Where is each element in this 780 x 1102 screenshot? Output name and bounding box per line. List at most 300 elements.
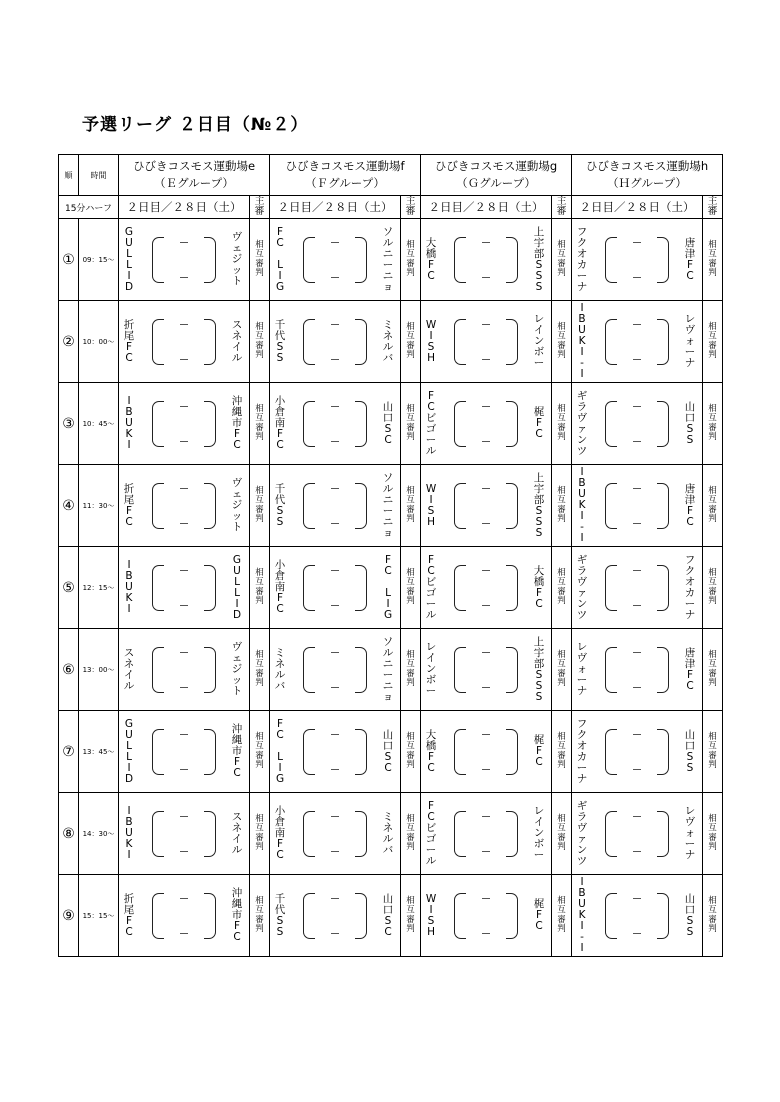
match-number: ②	[59, 301, 79, 383]
home-team: フ ク オ カ ー ナ	[576, 225, 588, 293]
referee-cell: 相 互 審 判	[552, 301, 572, 383]
date-h: ２日目／２８日（土）	[572, 196, 703, 219]
score-dash-top	[633, 898, 641, 899]
score-bracket-right	[355, 237, 367, 283]
score-dash-top	[331, 324, 339, 325]
score-dash-top	[482, 406, 490, 407]
score-dash-bottom	[482, 851, 490, 852]
score-bracket-right	[204, 319, 216, 365]
score-bracket-left	[454, 483, 466, 529]
home-team: I B U K I - I	[578, 466, 586, 544]
score-dash-top	[633, 406, 641, 407]
away-team: 沖 縄 市 F C	[231, 723, 243, 779]
score-bracket-right	[204, 483, 216, 529]
match-number: ⑧	[59, 793, 79, 875]
match-cell	[572, 875, 703, 957]
match-cell	[572, 301, 703, 383]
match-cell	[270, 547, 401, 629]
away-team: ミ ネ ル バ	[382, 810, 394, 856]
match-cell	[270, 875, 401, 957]
score-dash-top	[331, 734, 339, 735]
home-team: レ イ ン ボ ー	[425, 641, 437, 697]
score-bracket-left	[152, 565, 164, 611]
away-team: 山 口 S S	[684, 892, 696, 938]
score-dash-bottom	[180, 523, 188, 524]
score-bracket-left	[605, 565, 617, 611]
match-cell	[572, 219, 703, 301]
away-team: ス ネ イ ル	[231, 318, 243, 364]
home-team: ギ ラ ヴ ァ ン ツ	[576, 553, 588, 621]
referee-cell: 相 互 審 判	[250, 219, 270, 301]
referee-cell: 相 互 審 判	[401, 793, 421, 875]
match-cell	[119, 711, 250, 793]
away-team: 唐 津 F C	[684, 482, 696, 528]
away-team: 上 宇 部 S S S	[533, 225, 545, 293]
match-cell	[572, 383, 703, 465]
date-g: ２日目／２８日（土）	[421, 196, 552, 219]
score-dash-top	[180, 898, 188, 899]
score-dash-top	[180, 324, 188, 325]
score-dash-top	[482, 898, 490, 899]
match-cell	[421, 875, 552, 957]
referee-cell: 相 互 審 判	[552, 793, 572, 875]
score-bracket-left	[152, 729, 164, 775]
score-dash-bottom	[482, 769, 490, 770]
match-cell	[421, 301, 552, 383]
score-bracket-left	[152, 319, 164, 365]
away-team: レ ヴ ォ ー ナ	[684, 313, 696, 369]
referee-cell: 相 互 審 判	[703, 301, 723, 383]
score-dash-bottom	[180, 277, 188, 278]
score-bracket-left	[303, 565, 315, 611]
match-number: ⑨	[59, 875, 79, 957]
home-team: 千 代 S S	[274, 318, 286, 364]
home-team: F C L I G	[275, 717, 285, 785]
score-bracket-right	[355, 483, 367, 529]
score-bracket-right	[204, 811, 216, 857]
score-bracket-left	[605, 729, 617, 775]
score-bracket-left	[454, 647, 466, 693]
score-dash-bottom	[482, 687, 490, 688]
score-dash-top	[633, 242, 641, 243]
referee-cell: 相 互 審 判	[552, 875, 572, 957]
score-bracket-left	[605, 811, 617, 857]
score-bracket-left	[152, 483, 164, 529]
match-row	[59, 547, 723, 629]
score-dash-bottom	[633, 769, 641, 770]
score-dash-top	[482, 652, 490, 653]
score-dash-bottom	[482, 359, 490, 360]
referee-cell: 相 互 審 判	[703, 383, 723, 465]
score-bracket-left	[454, 237, 466, 283]
score-bracket-left	[303, 729, 315, 775]
score-dash-bottom	[633, 933, 641, 934]
home-team: F C L I G	[275, 225, 285, 293]
home-team: I B U K I	[125, 395, 133, 451]
score-bracket-left	[605, 401, 617, 447]
referee-cell: 相 互 審 判	[401, 875, 421, 957]
score-dash-bottom	[633, 277, 641, 278]
score-bracket-right	[506, 237, 518, 283]
home-team: フ ク オ カ ー ナ	[576, 717, 588, 785]
away-team: 沖 縄 市 F C	[231, 887, 243, 943]
referee-cell: 相 互 審 判	[703, 465, 723, 547]
match-number: ⑥	[59, 629, 79, 711]
score-dash-top	[180, 570, 188, 571]
score-bracket-right	[657, 729, 669, 775]
match-cell	[270, 793, 401, 875]
score-dash-top	[482, 570, 490, 571]
score-bracket-right	[355, 647, 367, 693]
home-team: G U L L I D	[124, 717, 134, 785]
score-dash-bottom	[331, 687, 339, 688]
referee-cell: 相 互 審 判	[401, 465, 421, 547]
match-time: 11：30～	[79, 465, 119, 547]
date-f: ２日目／２８日（土）	[270, 196, 401, 219]
score-bracket-right	[506, 401, 518, 447]
away-team: レ ヴ ォ ー ナ	[684, 805, 696, 861]
referee-cell: 相 互 審 判	[552, 219, 572, 301]
away-team: レ イ ン ボ ー	[533, 313, 545, 369]
score-bracket-left	[454, 811, 466, 857]
match-number: ③	[59, 383, 79, 465]
match-cell	[270, 711, 401, 793]
away-team: F C L I G	[383, 553, 393, 621]
score-dash-top	[482, 324, 490, 325]
score-bracket-right	[204, 647, 216, 693]
score-dash-bottom	[633, 851, 641, 852]
score-bracket-left	[605, 237, 617, 283]
away-team: ミ ネ ル バ	[382, 318, 394, 364]
home-team: 千 代 S S	[274, 482, 286, 528]
home-team: ス ネ イ ル	[123, 646, 135, 692]
away-team: ス ネ イ ル	[231, 810, 243, 856]
referee-cell: 相 互 審 判	[250, 711, 270, 793]
rank-header: 順	[59, 155, 79, 196]
score-bracket-left	[303, 237, 315, 283]
referee-cell: 相 互 審 判	[552, 383, 572, 465]
away-team: 梶 F C	[533, 406, 545, 440]
match-time: 14：30～	[79, 793, 119, 875]
home-team: 折 尾 F C	[123, 482, 135, 528]
score-bracket-right	[657, 237, 669, 283]
referee-cell: 相 互 審 判	[552, 547, 572, 629]
score-bracket-left	[303, 811, 315, 857]
match-cell	[421, 465, 552, 547]
away-team: ヴ ェ ジ ッ ト	[231, 641, 243, 697]
match-time: 10：45～	[79, 383, 119, 465]
score-bracket-left	[605, 483, 617, 529]
score-dash-top	[180, 242, 188, 243]
score-dash-top	[331, 242, 339, 243]
home-team: W I S H	[425, 318, 437, 364]
referee-cell: 相 互 審 判	[703, 629, 723, 711]
score-dash-bottom	[180, 933, 188, 934]
score-bracket-right	[506, 893, 518, 939]
score-bracket-left	[303, 893, 315, 939]
referee-cell: 相 互 審 判	[703, 793, 723, 875]
score-dash-top	[331, 898, 339, 899]
match-cell	[270, 383, 401, 465]
score-dash-bottom	[331, 441, 339, 442]
field-f-header: ひびきコスモス運動場f （Ｆグループ）	[270, 155, 421, 196]
score-dash-top	[633, 570, 641, 571]
match-cell	[421, 711, 552, 793]
home-team: 折 尾 F C	[123, 318, 135, 364]
score-bracket-right	[657, 319, 669, 365]
match-row	[59, 383, 723, 465]
page-title: 予選リーグ ２日目（№２）	[82, 115, 309, 135]
score-bracket-right	[657, 811, 669, 857]
match-cell	[572, 711, 703, 793]
match-time: 09：15～	[79, 219, 119, 301]
score-dash-top	[633, 488, 641, 489]
match-cell	[421, 629, 552, 711]
field-h-header: ひびきコスモス運動場h （Ｈグループ）	[572, 155, 723, 196]
score-dash-top	[180, 488, 188, 489]
match-cell	[119, 301, 250, 383]
away-team: 梶 F C	[533, 898, 545, 932]
home-team: レ ヴ ォ ー ナ	[576, 641, 588, 697]
score-dash-top	[482, 488, 490, 489]
away-team: 大 橋 F C	[533, 564, 545, 610]
header-row-fields	[59, 155, 723, 196]
score-bracket-left	[454, 565, 466, 611]
away-team: ソ ル ニ ー ニ ョ	[382, 225, 394, 293]
match-time: 12：15～	[79, 547, 119, 629]
schedule-table	[58, 154, 723, 957]
home-team: 小 倉 南 F C	[274, 805, 286, 861]
match-cell	[270, 301, 401, 383]
score-dash-bottom	[331, 277, 339, 278]
away-team: 上 宇 部 S S S	[533, 471, 545, 539]
referee-cell: 相 互 審 判	[250, 465, 270, 547]
score-dash-top	[331, 652, 339, 653]
away-team: ヴ ェ ジ ッ ト	[231, 477, 243, 533]
score-bracket-right	[506, 647, 518, 693]
home-team: 折 尾 F C	[123, 892, 135, 938]
score-dash-top	[331, 570, 339, 571]
referee-cell: 相 互 審 判	[401, 629, 421, 711]
score-dash-bottom	[331, 523, 339, 524]
match-number: ①	[59, 219, 79, 301]
score-dash-bottom	[331, 359, 339, 360]
score-bracket-right	[657, 647, 669, 693]
score-dash-bottom	[180, 359, 188, 360]
score-bracket-right	[204, 237, 216, 283]
score-dash-bottom	[331, 933, 339, 934]
referee-cell: 相 互 審 判	[552, 629, 572, 711]
home-team: F C ビ ゴ ー ル	[425, 799, 437, 867]
home-team: I B U K I	[125, 805, 133, 861]
score-dash-top	[331, 406, 339, 407]
score-dash-top	[633, 652, 641, 653]
score-bracket-left	[454, 401, 466, 447]
match-cell	[119, 465, 250, 547]
score-bracket-left	[454, 729, 466, 775]
score-dash-bottom	[180, 851, 188, 852]
away-team: ソ ル ニ ー ニ ョ	[382, 471, 394, 539]
score-dash-top	[633, 816, 641, 817]
score-bracket-right	[657, 893, 669, 939]
match-cell	[421, 383, 552, 465]
referee-cell: 相 互 審 判	[401, 711, 421, 793]
score-bracket-left	[605, 319, 617, 365]
score-bracket-left	[454, 893, 466, 939]
referee-cell: 相 互 審 判	[250, 383, 270, 465]
score-bracket-right	[506, 483, 518, 529]
referee-header-e: 主審	[250, 196, 270, 219]
score-dash-bottom	[331, 605, 339, 606]
score-dash-bottom	[180, 605, 188, 606]
score-bracket-right	[506, 319, 518, 365]
home-team: I B U K I	[125, 559, 133, 615]
home-team: 千 代 S S	[274, 892, 286, 938]
home-team: ギ ラ ヴ ァ ン ツ	[576, 799, 588, 867]
home-team: ギ ラ ヴ ァ ン ツ	[576, 389, 588, 457]
score-dash-top	[482, 734, 490, 735]
score-bracket-right	[355, 893, 367, 939]
score-bracket-right	[355, 811, 367, 857]
away-team: ヴ ェ ジ ッ ト	[231, 231, 243, 287]
match-cell	[270, 629, 401, 711]
score-bracket-left	[303, 401, 315, 447]
away-team: 唐 津 F C	[684, 236, 696, 282]
away-team: 梶 F C	[533, 734, 545, 768]
away-team: G U L L I D	[232, 553, 242, 621]
match-cell	[270, 465, 401, 547]
match-cell	[572, 465, 703, 547]
half-length-label: 15分ハーフ	[59, 196, 119, 219]
score-bracket-right	[204, 893, 216, 939]
field-g-header: ひびきコスモス運動場g （Ｇグループ）	[421, 155, 572, 196]
home-team: G U L L I D	[124, 225, 134, 293]
score-dash-bottom	[633, 605, 641, 606]
score-bracket-left	[152, 893, 164, 939]
score-bracket-right	[355, 729, 367, 775]
score-dash-bottom	[633, 359, 641, 360]
referee-header-g: 主審	[552, 196, 572, 219]
score-bracket-right	[506, 729, 518, 775]
score-bracket-left	[152, 237, 164, 283]
match-number: ④	[59, 465, 79, 547]
match-row	[59, 711, 723, 793]
score-dash-bottom	[482, 605, 490, 606]
referee-header-h: 主審	[703, 196, 723, 219]
referee-cell: 相 互 審 判	[703, 219, 723, 301]
referee-cell: 相 互 審 判	[250, 875, 270, 957]
match-time: 10：00～	[79, 301, 119, 383]
score-dash-bottom	[482, 277, 490, 278]
match-row	[59, 465, 723, 547]
match-cell	[119, 219, 250, 301]
home-team: 大 橋 F C	[425, 728, 437, 774]
score-bracket-right	[204, 729, 216, 775]
match-number: ⑤	[59, 547, 79, 629]
score-bracket-right	[657, 565, 669, 611]
score-dash-top	[180, 406, 188, 407]
score-dash-bottom	[482, 933, 490, 934]
score-bracket-right	[506, 811, 518, 857]
away-team: 山 口 S S	[684, 400, 696, 446]
score-dash-top	[482, 242, 490, 243]
score-dash-top	[633, 734, 641, 735]
score-dash-bottom	[633, 441, 641, 442]
match-time: 13：45～	[79, 711, 119, 793]
referee-cell: 相 互 審 判	[401, 383, 421, 465]
score-bracket-right	[355, 401, 367, 447]
score-bracket-left	[605, 893, 617, 939]
match-cell	[119, 383, 250, 465]
match-cell	[572, 547, 703, 629]
header-row-dates	[59, 196, 723, 219]
score-bracket-right	[355, 565, 367, 611]
score-bracket-left	[152, 811, 164, 857]
score-dash-bottom	[331, 769, 339, 770]
away-team: 山 口 S S	[684, 728, 696, 774]
score-bracket-left	[454, 319, 466, 365]
match-row	[59, 301, 723, 383]
score-dash-top	[180, 652, 188, 653]
away-team: 沖 縄 市 F C	[231, 395, 243, 451]
home-team: F C ビ ゴ ー ル	[425, 553, 437, 621]
referee-cell: 相 互 審 判	[250, 793, 270, 875]
away-team: フ ク オ カ ー ナ	[684, 553, 696, 621]
time-header: 時間	[79, 155, 119, 196]
score-dash-top	[180, 734, 188, 735]
score-bracket-left	[303, 483, 315, 529]
match-cell	[119, 629, 250, 711]
away-team: ソ ル ニ ー ニ ョ	[382, 635, 394, 703]
score-bracket-left	[152, 401, 164, 447]
date-e: ２日目／２８日（土）	[119, 196, 250, 219]
referee-header-f: 主審	[401, 196, 421, 219]
referee-cell: 相 互 審 判	[250, 547, 270, 629]
match-cell	[572, 629, 703, 711]
score-dash-top	[482, 816, 490, 817]
home-team: W I S H	[425, 482, 437, 528]
score-dash-bottom	[180, 769, 188, 770]
match-cell	[119, 547, 250, 629]
score-dash-bottom	[180, 687, 188, 688]
score-dash-top	[331, 488, 339, 489]
match-row	[59, 629, 723, 711]
home-team: 小 倉 南 F C	[274, 559, 286, 615]
away-team: 山 口 S C	[382, 400, 394, 446]
score-bracket-right	[204, 401, 216, 447]
match-row	[59, 219, 723, 301]
score-bracket-left	[303, 647, 315, 693]
home-team: ミ ネ ル バ	[274, 646, 286, 692]
away-team: 唐 津 F C	[684, 646, 696, 692]
score-dash-bottom	[180, 441, 188, 442]
match-cell	[270, 219, 401, 301]
home-team: F C ビ ゴ ー ル	[425, 389, 437, 457]
match-time: 15：15～	[79, 875, 119, 957]
referee-cell: 相 互 審 判	[703, 547, 723, 629]
match-time: 13：00～	[79, 629, 119, 711]
match-cell	[421, 547, 552, 629]
field-e-header: ひびきコスモス運動場e （Ｅグループ）	[119, 155, 270, 196]
referee-cell: 相 互 審 判	[401, 547, 421, 629]
score-bracket-right	[657, 483, 669, 529]
match-row	[59, 875, 723, 957]
home-team: 小 倉 南 F C	[274, 395, 286, 451]
match-cell	[119, 875, 250, 957]
score-bracket-left	[605, 647, 617, 693]
score-bracket-right	[355, 319, 367, 365]
home-team: 大 橋 F C	[425, 236, 437, 282]
